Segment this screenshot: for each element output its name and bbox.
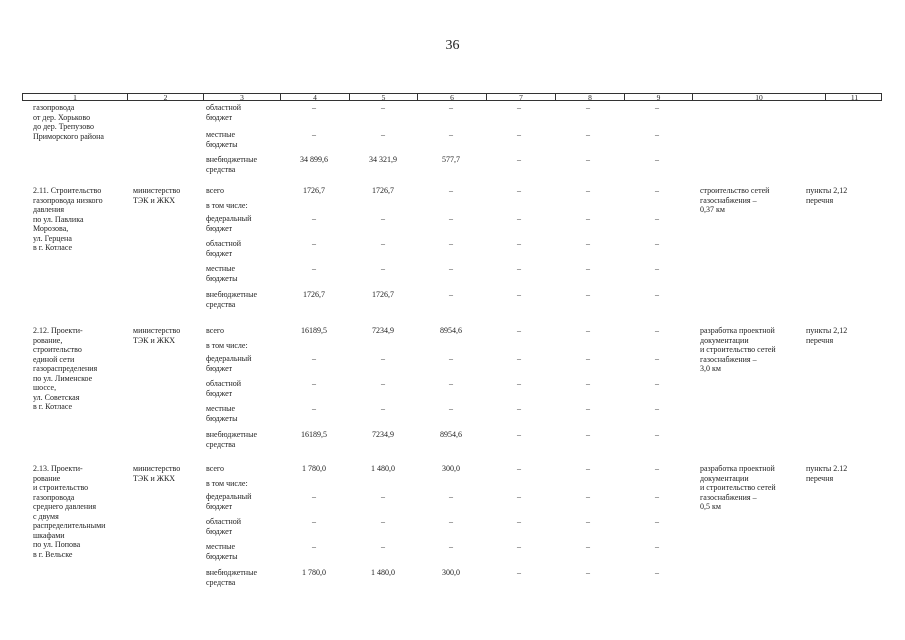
funding-source-label: всего [206,326,225,335]
funding-value: – [655,430,659,439]
funding-source-label: федеральный бюджет [206,214,252,233]
funding-source-label: областной бюджет [206,379,242,398]
funding-value: – [312,130,316,139]
funding-value: – [449,404,453,413]
funding-value: – [517,290,521,299]
funding-value: – [449,492,453,501]
funding-value: – [586,130,590,139]
header-col-1: 1 [73,93,77,102]
funding-value: – [517,517,521,526]
funding-value: – [381,492,385,501]
funding-value: – [312,492,316,501]
funding-value: – [586,155,590,164]
funding-value: – [655,517,659,526]
funding-value: – [449,379,453,388]
responsible-agency: министерство ТЭК и ЖКХ [133,464,181,483]
funding-value: – [586,404,590,413]
header-col-4: 4 [280,94,349,100]
funding-value: 34 321,9 [369,155,397,164]
funding-source-label: внебюджетные средства [206,155,257,174]
funding-value: 7234,9 [372,326,394,335]
funding-value: – [449,264,453,273]
funding-value: – [586,464,590,473]
funding-source-label: местные бюджеты [206,542,238,561]
header-col-8: 8 [555,94,624,100]
funding-value: 1 480,0 [371,568,395,577]
funding-value: – [517,239,521,248]
funding-value: – [586,568,590,577]
funding-value: – [586,379,590,388]
header-col-10: 10 [692,94,825,100]
funding-value: – [517,379,521,388]
funding-value: – [312,404,316,413]
funding-value: 16189,5 [301,430,327,439]
funding-value: – [449,214,453,223]
funding-value: 1 780,0 [302,568,326,577]
funding-source-label: в том числе: [206,341,248,350]
funding-value: – [449,517,453,526]
funding-value: – [655,239,659,248]
funding-value: – [449,239,453,248]
funding-value: 8954,6 [440,326,462,335]
funding-value: – [312,214,316,223]
funding-source-label: в том числе: [206,479,248,488]
funding-value: – [655,214,659,223]
funding-value: – [449,103,453,112]
funding-source-label: всего [206,464,225,473]
funding-source-label: федеральный бюджет [206,354,252,373]
funding-source-label: местные бюджеты [206,404,238,423]
funding-value: 1726,7 [303,186,325,195]
funding-value: – [586,214,590,223]
funding-value: – [381,404,385,413]
header-col-6: 6 [417,94,486,100]
funding-source-label: областной бюджет [206,103,242,122]
list-reference: пункты 2,12 перечня [806,326,848,345]
event-name: 2.11. Строительство газопровода низкого давления по ул. Павлика Морозова, ул. Герцена в г. Котласе [33,186,103,252]
funding-value: – [655,568,659,577]
funding-value: 1 480,0 [371,464,395,473]
funding-value: – [517,354,521,363]
funding-value: – [312,379,316,388]
funding-value: – [517,542,521,551]
responsible-agency: министерство ТЭК и ЖКХ [133,326,181,345]
funding-value: – [655,130,659,139]
funding-value: – [517,264,521,273]
list-reference: пункты 2,12 перечня [806,186,848,205]
header-col-11: 11 [825,94,883,100]
funding-value: – [655,264,659,273]
header-col-9: 9 [624,94,692,100]
funding-value: – [586,430,590,439]
funding-value: – [517,430,521,439]
funding-value: – [312,103,316,112]
funding-value: – [586,542,590,551]
funding-source-label: областной бюджет [206,517,242,536]
funding-value: 300,0 [442,464,460,473]
funding-value: – [586,186,590,195]
funding-value: – [381,239,385,248]
funding-value: – [655,542,659,551]
expected-result: разработка проектной документации и строительство сетей газоснабжения – 3,0 км [700,326,776,373]
funding-value: – [449,354,453,363]
funding-value: – [655,354,659,363]
funding-value: – [381,354,385,363]
list-reference: пункты 2.12 перечня [806,464,848,483]
funding-source-label: местные бюджеты [206,130,238,149]
funding-value: 1 780,0 [302,464,326,473]
responsible-agency: министерство ТЭК и ЖКХ [133,186,181,205]
funding-value: – [449,186,453,195]
funding-value: – [381,379,385,388]
funding-source-label: внебюджетные средства [206,290,257,309]
funding-value: – [586,326,590,335]
expected-result: разработка проектной документации и строительство сетей газоснабжения – 0,5 км [700,464,776,511]
funding-value: – [586,264,590,273]
funding-value: – [655,492,659,501]
header-col-3: 3 [203,94,280,100]
funding-value: – [381,130,385,139]
funding-source-label: федеральный бюджет [206,492,252,511]
table-header-row [22,93,882,101]
funding-value: 7234,9 [372,430,394,439]
funding-value: – [517,464,521,473]
funding-value: – [517,492,521,501]
funding-value: – [381,517,385,526]
funding-value: 300,0 [442,568,460,577]
event-name: 2.13. Проекти- рование и строительство газопровода среднего давления с двумя распределительными шкафами по ул. Попова в г. Вельске [33,464,106,559]
funding-value: – [449,542,453,551]
funding-value: – [586,492,590,501]
funding-value: – [312,354,316,363]
event-name: газопровода от дер. Хорьково до дер. Трепузово Приморского района [33,103,104,141]
funding-value: – [655,103,659,112]
funding-value: – [381,542,385,551]
funding-value: – [381,103,385,112]
funding-value: 34 899,6 [300,155,328,164]
funding-source-label: местные бюджеты [206,264,238,283]
funding-value: – [586,354,590,363]
funding-value: – [655,155,659,164]
funding-value: – [517,214,521,223]
event-name: 2.12. Проекти- рование, строительство единой сети газораспределения по ул. Лименское шоссе, ул. Советская в г. Котласе [33,326,98,411]
funding-value: – [517,130,521,139]
funding-value: – [655,290,659,299]
funding-value: – [449,130,453,139]
funding-value: – [517,155,521,164]
funding-value: 1726,7 [372,186,394,195]
funding-value: – [517,103,521,112]
header-col-5: 5 [349,94,417,100]
expected-result: строительство сетей газоснабжения – 0,37 км [700,186,770,214]
funding-value: – [655,379,659,388]
funding-value: – [586,517,590,526]
funding-value: – [312,264,316,273]
funding-value: – [517,186,521,195]
funding-value: – [586,103,590,112]
funding-value: 1726,7 [303,290,325,299]
funding-source-label: всего [206,186,225,195]
funding-value: – [517,404,521,413]
funding-value: – [655,186,659,195]
funding-value: – [655,464,659,473]
header-col-2: 2 [127,94,203,100]
funding-value: – [586,290,590,299]
funding-value: 1726,7 [372,290,394,299]
header-col-7: 7 [486,94,555,100]
funding-value: – [312,517,316,526]
funding-value: – [517,326,521,335]
funding-value: – [655,404,659,413]
funding-value: – [517,568,521,577]
funding-value: – [312,239,316,248]
funding-value: – [312,542,316,551]
funding-source-label: в том числе: [206,201,248,210]
funding-value: – [655,326,659,335]
funding-value: 16189,5 [301,326,327,335]
funding-value: – [381,264,385,273]
funding-value: – [586,239,590,248]
funding-source-label: областной бюджет [206,239,242,258]
page-number: 36 [445,38,460,53]
funding-source-label: внебюджетные средства [206,568,257,587]
funding-value: 577,7 [442,155,460,164]
funding-value: – [449,290,453,299]
funding-source-label: внебюджетные средства [206,430,257,449]
funding-value: – [381,214,385,223]
funding-value: 8954,6 [440,430,462,439]
